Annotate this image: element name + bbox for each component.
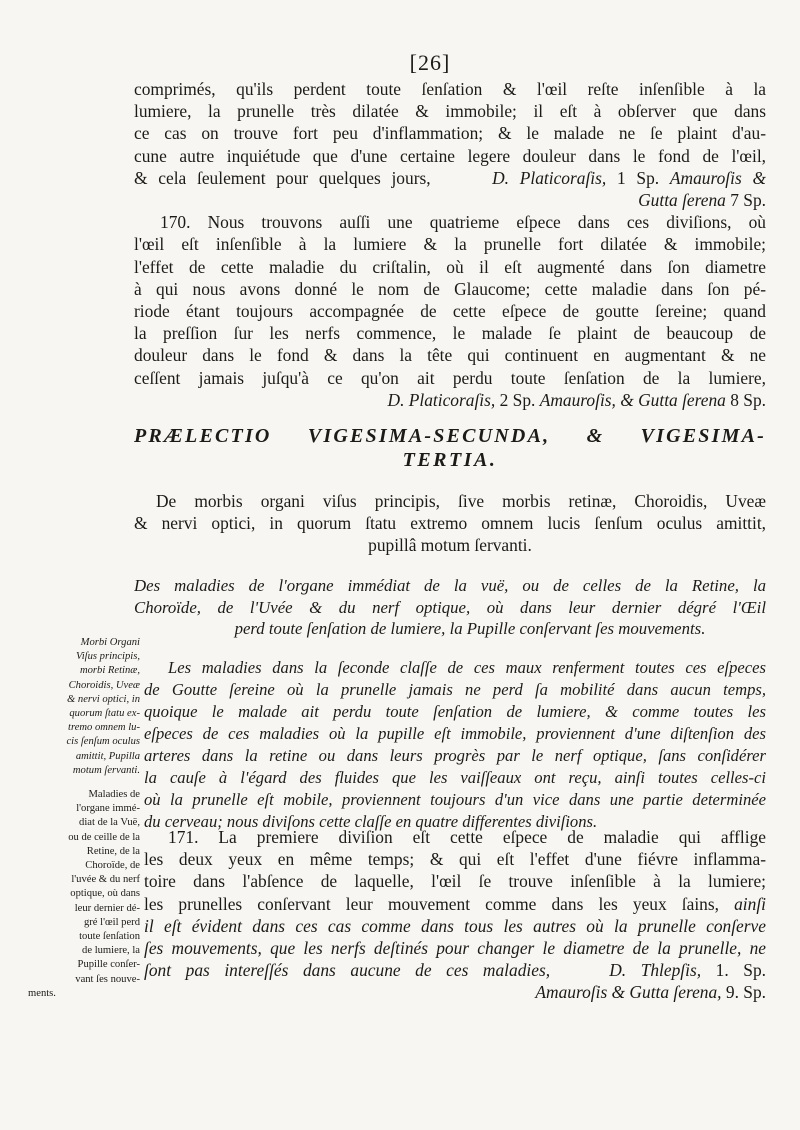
paragraph-169-continuation [134, 78, 766, 411]
italic-paragraph [144, 657, 766, 833]
note-line: Choroïde, de [85, 860, 140, 872]
text-line: & nervi optici, in quorum ſtatu extremo omnem lucis ſenſum oculus amittit, [134, 513, 766, 533]
note-line: ments. [28, 987, 56, 999]
note-line: de lumiere, la [82, 945, 140, 957]
text-line: les deux yeux en même temps; & qui eſt l'effet d'une fiévre inflamma- [144, 849, 766, 870]
text-line: Les maladies dans la ſeconde claſſe de ces maux renferment toutes ces eſpeces [168, 658, 766, 677]
text-line: de Goutte ſereine où la prunelle jamais ne perd ſa mobilité dans aucun temps, [144, 680, 766, 699]
text-run-italic: ainſi [734, 893, 766, 914]
page-number: [26] [409, 50, 451, 75]
text-run-italic: D. Platicoraſis, [492, 167, 607, 188]
text-line: la preſſion ſur les nerfs commence, le malade ſe plaint de beaucoup de [134, 323, 766, 344]
note-line: toute ſenſation [79, 931, 140, 943]
note-line: tremo omnem lu- [68, 722, 140, 734]
text-line: pupillâ motum ſervanti. [368, 535, 532, 555]
text-line: Des maladies de l'organe immédiat de la vuë, ou de celles de la Retine, la [134, 576, 766, 595]
text-line [134, 167, 766, 189]
text-line: perd toute ſenſation de lumiere, la Pupille conſervant ſes mouvements. [234, 619, 706, 638]
note-line: Maladies de [88, 789, 140, 800]
text-line: l'effet de cette maladie du criſtalin, où il eſt augmenté dans ſon diametre [134, 256, 766, 277]
text-run-italic: D. Thlepſis, [609, 960, 702, 981]
note-line: Pupille conſer- [77, 959, 140, 971]
text-line: il eſt évident dans ces cas comme dans tous les autres où la prunelle conſerve [144, 915, 766, 936]
text-line: à qui nous avons donné le nom de Glaucome; cette maladie dans ſon pé- [134, 278, 766, 299]
note-line: Choroidis, Uveæ [68, 679, 140, 691]
text-run-italic: ſont pas intereſſés dans aucune de ces maladies, [144, 960, 551, 981]
margin-note-latin [28, 636, 140, 778]
text-line: du cerveau; nous diviſons cette claſſe en quatre differentes diviſions. [144, 812, 598, 831]
text-run-italic: Amauroſis, & Gutta ſerena [539, 389, 726, 410]
text-run-italic: D. Platicoraſis, [387, 389, 496, 410]
note-line: Viſus principis, [76, 651, 140, 663]
text-line [144, 981, 766, 1003]
paragraph-171 [144, 826, 766, 1004]
note-line: morbi Retinæ, [79, 665, 140, 677]
heading-line: TERTIA. [402, 449, 498, 471]
note-line: vant ſes nouve- [75, 973, 140, 985]
note-line: ou de ceille de la [68, 831, 140, 843]
text-line [134, 389, 766, 411]
text-run: les prunelles conſervant leur mouvement comme dans les yeux ſains, [144, 893, 719, 914]
note-line: diat de la Vuë, [79, 817, 140, 829]
text-run-italic: Amauroſis & Gutta ſerena, [535, 982, 722, 1003]
note-line: l'organe immé- [76, 803, 140, 815]
note-line: amittit, Pupilla [75, 750, 140, 762]
text-line: Choroïde, de l'Uvée & du nerf optique, où dans leur dernier dégré l'Œil [134, 597, 766, 617]
note-line: Retine, de la [86, 845, 140, 857]
text-line: ceſſent jamais juſqu'à ce qu'on ait perdu toute ſenſation de la lumiere, [134, 367, 766, 388]
text-run: 8 Sp. [730, 389, 766, 410]
note-line: optique, où dans [70, 888, 140, 900]
text-line: De morbis organi viſus principis, ſive morbis retinæ, Choroidis, Uveæ [156, 491, 766, 511]
text-run: 1. Sp. [715, 960, 766, 981]
text-line: douleur dans le fond & dans la tête qui continuent en augmentant & ne [134, 345, 766, 366]
note-line: l'uvée & du nerf [71, 874, 140, 886]
text-line: lumiere, la prunelle très dilatée & immobile; il eſt à obſerver que dans [134, 101, 766, 122]
text-line: arteres dans la retine ou dans leurs progrès par le nerf optique, ſans conſidérer [144, 746, 766, 765]
text-line [144, 959, 766, 981]
text-run: 2 Sp. [499, 389, 536, 410]
text-line: la cauſe à l'égard des fluides que les vaiſſeaux ont reçu, ainſi toutes celles-ci [144, 768, 766, 787]
text-run: 1 Sp. [616, 167, 660, 188]
note-line: cis ſenſum oculus [66, 736, 140, 748]
text-run-italic: Gutta ſerena [638, 190, 726, 211]
text-line: ſes mouvements, que les nerfs deſtinés pour changer le diametre de la prunelle, ne [144, 938, 766, 959]
text-line: cune autre inquiétude que d'une certaine legere douleur dans le fond de l'œil, [134, 145, 766, 166]
text-line: quoique le malade ait perdu toute ſenſation de lumiere, & comme toutes les [144, 702, 766, 721]
text-run: & cela ſeulement pour quelques jours, [134, 167, 431, 188]
note-line: motum ſervanti. [72, 764, 140, 776]
note-line: quorum ſtatu ex- [69, 708, 140, 720]
text-line: riode étant toujours accompagnée de cette eſpece de goutte ſereine; quand [134, 301, 766, 322]
text-line: comprimés, qu'ils perdent toute ſenſation & l'œil reſte inſenſible à la [134, 79, 766, 99]
heading-line: PRÆLECTIO VIGESIMA-SECUNDA, & VIGESIMA- [134, 425, 766, 447]
note-line: Morbi Organi [80, 637, 140, 648]
text-run-italic: Amauroſis & [669, 167, 766, 188]
text-line: 171. La premiere diviſion eſt cette eſpece de maladie qui afflige [168, 827, 766, 847]
note-line: gré l'œil perd [83, 916, 140, 928]
text-run: 9. Sp. [725, 982, 766, 1003]
latin-subtitle [134, 490, 766, 556]
text-run: 7 Sp. [730, 190, 766, 211]
text-line: eſpeces de ces maladies où la pupille eſt immobile, proviennent d'une diſtenſion des [144, 724, 766, 743]
text-line [144, 893, 766, 915]
note-line: & nervi optici, in [67, 693, 140, 705]
french-subtitle [134, 575, 766, 640]
lecture-heading [134, 424, 766, 472]
text-line: ce cas on trouve fort peu d'inflammation; & le malade ne ſe plaint d'au- [134, 123, 766, 144]
text-line: où la prunelle eſt mobile, proviennent toujours d'un vice dans une partie determinée [144, 790, 766, 809]
text-line [134, 189, 766, 211]
text-line: 170. Nous trouvons auſſi une quatrieme eſpece dans ces diviſions, où [160, 212, 766, 233]
margin-note-french [28, 788, 140, 1001]
note-line: leur dernier dé- [74, 902, 140, 914]
text-line: l'œil eſt inſenſible à la lumiere & la prunelle fort dilatée & immobile; [134, 234, 766, 255]
text-line: toire dans l'abſence de laquelle, l'œil ſe trouve inſenſible à la lumiere; [144, 871, 766, 892]
